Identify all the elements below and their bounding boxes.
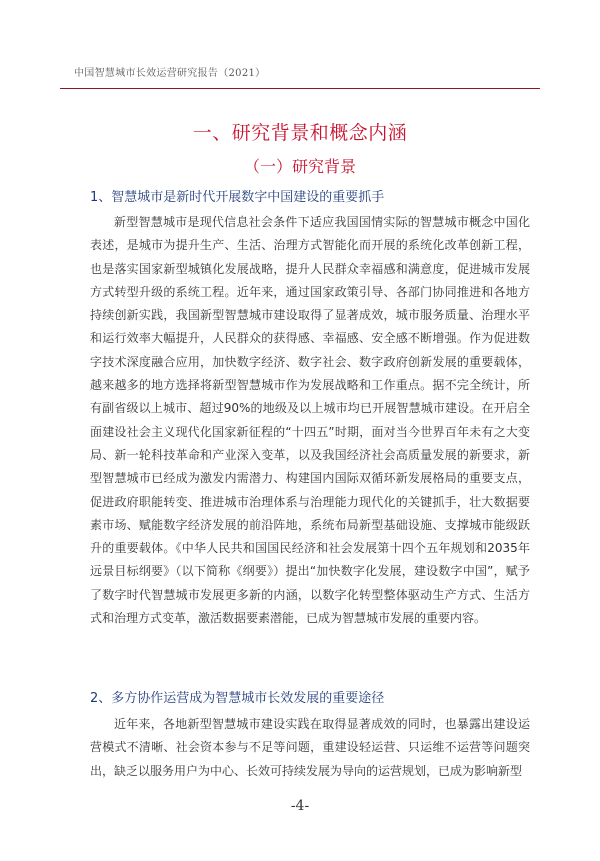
body-paragraph-1: 新型智慧城市是现代信息社会条件下适应我国国情实际的智慧城市概念中国化表述，是城市为提升生产、生活、治理方式智能化而开展的系统化改革创新工程，也是落实国家新型城镇化发展战略，提升人民群众幸福感和满意度，促进城市发展方式转型升级的系统工程。近年来，通过国家政策引导、各部门协同推进和各地方持续创新实践，我国新型智慧城市建设取得了显著成效，城市服务质量、治理水平和运行效率大幅提升，人民群众的获得感、幸福感、安全感不断增强。作为促进数字技术深度融合应用，加快数字经济、数字社会、数字政府创新发展的重要载体，越来越多的地方选择将新型智慧城市作为发展战略和工作重点。据不完全统计，所有副省级以上城市、超过90%的地级及以上城市均已开展智慧城市建设。在开启全面建设社会主义现代化国家新征程的“十四五”时期，面对当今世界百年未有之大变局、新一轮科技革命和产业深入变革，以及我国经济社会高质量发展的新要求，新型智慧城市已经成为激发内需潜力、构建国内国际双循环新发展格局的重要支点，促进政府职能转变、推进城市治理体系与治理能力现代化的关键抓手，壮大数据要素市场、赋能数字经济发展的前沿阵地，系统布局新型基础设施、支撑城市能级跃升的重要载体。《中华人民共和国国民经济和社会发展第十四个五年规划和2035年远景目标纲要》（以下简称《纲要》）提出“加快数字化发展，建设数字中国”，赋予了数字时代智慧城市发展更多新的内涵，以数字化转型整体驱动生产方式、生活方式和治理方式变革，激活数据要素潜能，已成为智慧城市发展的重要内容。 [90, 215, 530, 626]
section-title: （一）研究背景 [243, 157, 356, 176]
running-header: 中国智慧城市长效运营研究报告（2021） [74, 68, 266, 79]
page-number: -4- [290, 798, 310, 814]
header-rule [60, 88, 540, 89]
body-paragraph-2: 近年来，各地新型智慧城市建设实践在取得显著成效的同时，也暴露出建设运营模式不清晰、社会资本参与不足等问题，重建设轻运营、只运维不运营等问题突出，缺乏以服务用户为中心、长效可持续发展为导向的运营规划，已成为影响新型 [90, 717, 530, 778]
sub-heading-2: 2、多方协作运营成为智慧城市长效发展的重要途径 [90, 691, 385, 706]
chapter-title: 一、研究背景和概念内涵 [192, 122, 408, 144]
sub-heading-1: 1、智慧城市是新时代开展数字中国建设的重要抓手 [90, 190, 385, 205]
